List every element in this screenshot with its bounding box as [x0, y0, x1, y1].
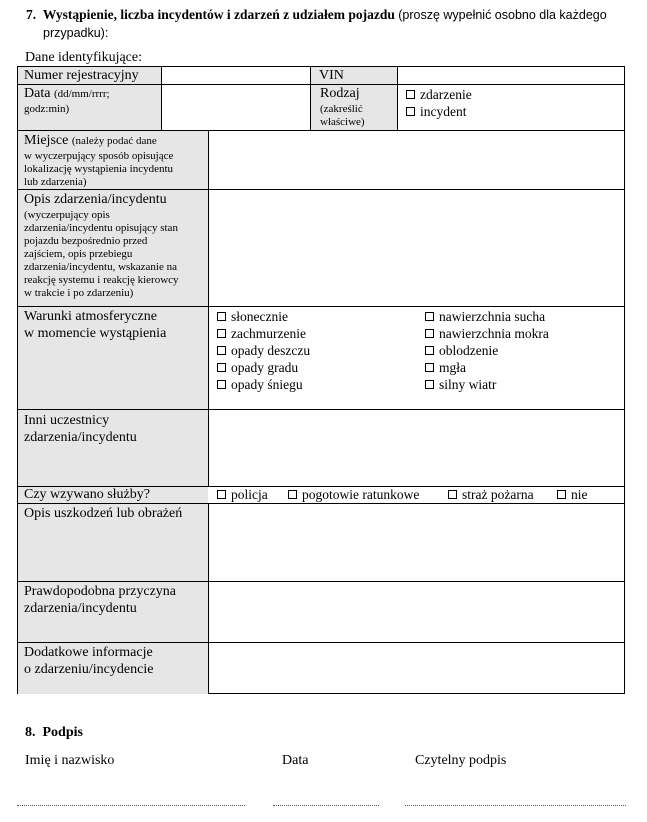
checkbox-icon[interactable]: [425, 363, 434, 372]
checkbox-icon[interactable]: [448, 490, 457, 499]
label-opis-hint-6: reakcję systemu i reakcję kierowcy: [24, 274, 179, 286]
checkbox-zachmurzenie[interactable]: zachmurzenie: [217, 325, 306, 342]
checkbox-icon[interactable]: [288, 490, 297, 499]
label-inni: Inni uczestnicy: [24, 413, 110, 428]
przyczyna-field[interactable]: [210, 582, 624, 641]
checkbox-icon[interactable]: [425, 346, 434, 355]
vin-field[interactable]: [399, 68, 623, 83]
checkbox-icon[interactable]: [425, 312, 434, 321]
opis-field[interactable]: [210, 190, 624, 305]
identification-label: Dane identyfikujące:: [25, 50, 143, 65]
section-7-instruction: (proszę wypełnić osobno dla każdego: [398, 8, 607, 22]
checkbox-icon[interactable]: [217, 346, 226, 355]
checkbox-nawierzchnia-mokra[interactable]: nawierzchnia mokra: [425, 325, 549, 342]
label-vin: VIN: [319, 68, 344, 83]
checkbox-icon[interactable]: [557, 490, 566, 499]
incident-table: [17, 66, 625, 694]
label-opis-hint-2: zdarzenia/incydentu opisujący stan: [24, 222, 178, 234]
label-opis-hint-1: (wyczerpujący opis: [24, 209, 110, 221]
label-rodzaj-hint-2: właściwe): [320, 116, 365, 128]
checkbox-icon[interactable]: [406, 107, 415, 116]
label-miejsce: Miejsce (należy podać dane: [24, 133, 157, 148]
checkbox-policja[interactable]: policja: [217, 486, 268, 503]
checkbox-opady-gradu[interactable]: opady gradu: [217, 359, 298, 376]
imie-nazwisko-line[interactable]: [17, 805, 245, 806]
label-miejsce-hint-2: lokalizację wystąpienia incydentu: [24, 163, 174, 175]
label-opis-hint-7: w trakcie i po zdarzeniu): [24, 287, 134, 299]
checkbox-incydent[interactable]: incydent: [406, 103, 467, 120]
checkbox-zdarzenie[interactable]: zdarzenie: [406, 86, 472, 103]
section-7-heading: [26, 6, 641, 42]
miejsce-field[interactable]: [210, 131, 624, 188]
data-line[interactable]: [273, 805, 379, 806]
section-8-heading: 8. Podpis: [25, 725, 83, 740]
label-numer-rejestracyjny: Numer rejestracyjny: [24, 68, 139, 83]
uszkodzenia-field[interactable]: [210, 504, 624, 580]
checkbox-silny-wiatr[interactable]: silny wiatr: [425, 376, 496, 393]
dodatkowe-field[interactable]: [210, 643, 624, 693]
label-przyczyna-2: zdarzenia/incydentu: [24, 601, 137, 616]
label-dodatkowe-2: o zdarzeniu/incydencie: [24, 662, 154, 677]
checkbox-icon[interactable]: [217, 490, 226, 499]
checkbox-nie[interactable]: nie: [557, 486, 588, 503]
checkbox-straz-pozarna[interactable]: straż pożarna: [448, 486, 534, 503]
label-imie-nazwisko: Imię i nazwisko: [25, 753, 115, 768]
checkbox-icon[interactable]: [217, 380, 226, 389]
label-dodatkowe: Dodatkowe informacje: [24, 645, 153, 660]
checkbox-icon[interactable]: [217, 312, 226, 321]
label-uszkodzenia: Opis uszkodzeń lub obrażeń: [24, 506, 183, 521]
label-sluzby: Czy wzywano służby?: [24, 487, 150, 502]
checkbox-oblodzenie[interactable]: oblodzenie: [425, 342, 498, 359]
checkbox-icon[interactable]: [425, 329, 434, 338]
label-miejsce-hint-3: lub zdarzenia): [24, 176, 87, 188]
checkbox-icon[interactable]: [217, 329, 226, 338]
label-opis-hint-3: pojazdu bezpośrednio przed: [24, 235, 148, 247]
checkbox-nawierzchnia-sucha[interactable]: nawierzchnia sucha: [425, 308, 545, 325]
label-opis-hint-5: zdarzenia/incydentu, wskazanie na: [24, 261, 178, 273]
checkbox-icon[interactable]: [217, 363, 226, 372]
label-data-format: godz:min): [24, 103, 70, 115]
section-7-number: 7.: [26, 7, 37, 22]
label-opis: Opis zdarzenia/incydentu: [24, 192, 167, 207]
checkbox-opady-sniegu[interactable]: opady śniegu: [217, 376, 303, 393]
label-miejsce-hint-1: w wyczerpujący sposób opisujące: [24, 150, 174, 162]
label-inni-2: zdarzenia/incydentu: [24, 430, 137, 445]
checkbox-icon[interactable]: [425, 380, 434, 389]
label-przyczyna: Prawdopodobna przyczyna: [24, 584, 177, 599]
data-field[interactable]: [163, 86, 308, 128]
section-7-title: Wystąpienie, liczba incydentów i zdarzeń z udziałem pojazdu: [42, 7, 395, 22]
checkbox-opady-deszczu[interactable]: opady deszczu: [217, 342, 310, 359]
checkbox-pogotowie[interactable]: pogotowie ratunkowe: [288, 486, 419, 503]
label-data: Data (dd/mm/rrrr;: [24, 86, 110, 101]
label-warunki: Warunki atmosferyczne: [24, 309, 157, 324]
checkbox-icon[interactable]: [406, 90, 415, 99]
checkbox-slonecznie[interactable]: słonecznie: [217, 308, 288, 325]
label-warunki-2: w momencie wystąpienia: [24, 326, 167, 341]
section-7-instruction-cont: przypadku):: [43, 26, 109, 40]
podpis-line[interactable]: [405, 805, 626, 806]
label-data-podpisu: Data: [282, 753, 309, 768]
label-rodzaj: Rodzaj: [320, 86, 360, 101]
inni-uczestnicy-field[interactable]: [210, 410, 624, 485]
checkbox-mgla[interactable]: mgła: [425, 359, 466, 376]
label-opis-hint-4: zajściem, opis przebiegu: [24, 248, 133, 260]
label-rodzaj-hint: (zakreślić: [320, 103, 363, 115]
numer-rejestracyjny-field[interactable]: [163, 68, 308, 83]
label-czytelny-podpis: Czytelny podpis: [415, 753, 507, 768]
